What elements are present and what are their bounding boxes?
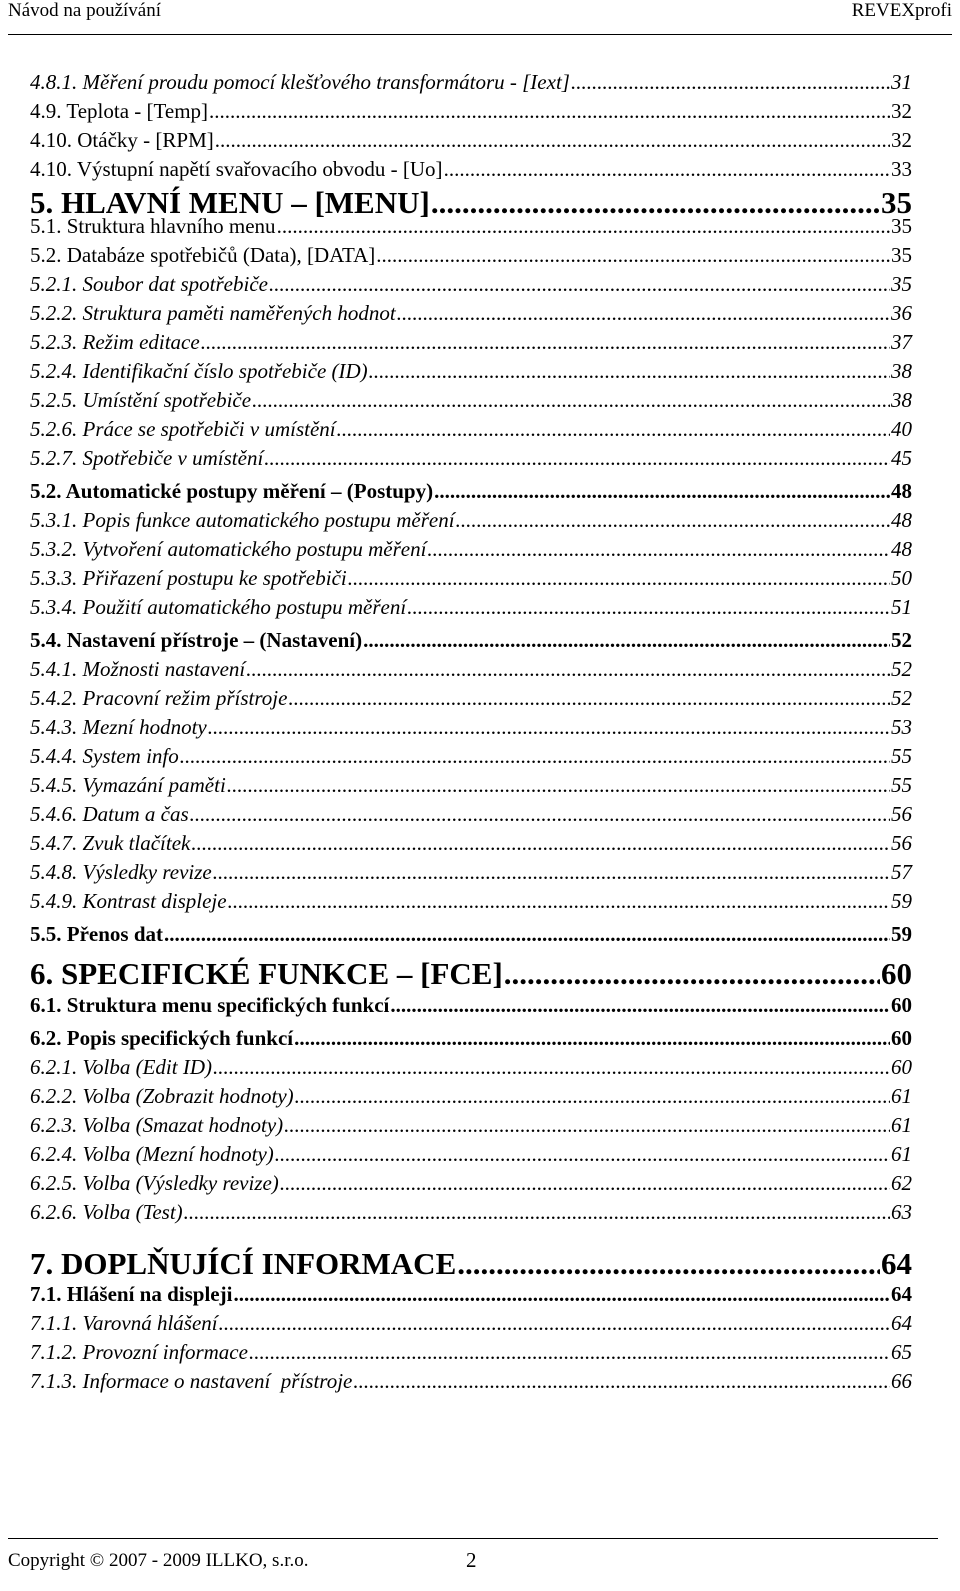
toc-entry-page: 62 [891, 1171, 912, 1195]
toc-entry[interactable] [30, 301, 912, 326]
toc-entry-text: Mezní hodnoty [82, 715, 207, 739]
toc-entry-number: 5.4.3. [30, 715, 78, 739]
toc-entry-page: 52 [891, 657, 912, 681]
toc-entry-text: Spotřebiče v umístění [82, 446, 264, 470]
toc-entry-page: 61 [891, 1084, 912, 1108]
toc-leader-dots [294, 1026, 890, 1051]
toc-entry-title [30, 70, 570, 95]
toc-entry[interactable] [30, 99, 912, 124]
toc-entry-title [30, 1084, 294, 1109]
toc-entry-title [30, 301, 396, 326]
toc-entry-page: 32 [891, 99, 912, 123]
toc-entry-title [30, 1026, 293, 1051]
toc-entry-title [30, 446, 263, 471]
toc-entry-page: 32 [891, 128, 912, 152]
toc-entry-text: Popis specifických funkcí [66, 1026, 294, 1050]
toc-entry[interactable] [30, 744, 912, 769]
toc-entry-text: Automatické postupy měření – (Postupy) [65, 479, 434, 503]
toc-entry-title [30, 657, 245, 682]
toc-entry-page: 60 [891, 993, 912, 1017]
toc-entry-number: 6. [30, 956, 54, 991]
toc-entry-text: Provozní informace [82, 1340, 248, 1364]
toc-entry-number: 5.1. [30, 214, 62, 238]
toc-leader-dots [457, 1246, 880, 1282]
toc-entry-page: 36 [891, 301, 912, 325]
toc-entry-number: 4.9. [30, 99, 62, 123]
toc-entry[interactable] [30, 1084, 912, 1109]
toc-entry[interactable] [30, 1026, 912, 1051]
toc-entry-number: 5.4.2. [30, 686, 78, 710]
toc-leader-dots [288, 686, 890, 711]
toc-leader-dots [269, 272, 890, 297]
toc-entry-title [30, 1282, 232, 1307]
toc-entry-text: Režim editace [82, 330, 200, 354]
header-product: REVEXprofi [851, 0, 952, 21]
toc-entry-number: 4.10. [30, 128, 72, 152]
toc-entry-text: Přenos dat [66, 922, 163, 946]
toc-entry-text: Použití automatického postupu měření [82, 595, 407, 619]
toc-leader-dots [407, 595, 890, 620]
toc-entry[interactable] [30, 417, 912, 442]
toc-entry-title [30, 1200, 183, 1225]
toc-leader-dots [363, 628, 890, 653]
toc-entry-page: 56 [891, 831, 912, 855]
toc-leader-dots [376, 243, 890, 268]
toc-entry-title [30, 595, 406, 620]
toc-entry-title [30, 744, 179, 769]
toc-leader-dots [252, 388, 890, 413]
toc-entry[interactable] [30, 537, 912, 562]
toc-leader-dots [397, 301, 890, 326]
toc-entry-number: 6.2.6. [30, 1200, 78, 1224]
toc-entry-title [30, 1113, 283, 1138]
toc-entry[interactable] [30, 1340, 912, 1365]
toc-entry-title [30, 1171, 279, 1196]
toc-entry-title [30, 773, 226, 798]
toc-entry-text: Otáčky - [RPM] [77, 128, 214, 152]
toc-entry-number: 4.8.1. [30, 70, 78, 94]
toc-entry-text: Možnosti nastavení [82, 657, 246, 681]
toc-entry-number: 6.2.2. [30, 1084, 78, 1108]
toc-entry-text: Datum a čas [82, 802, 189, 826]
toc-leader-dots [275, 1142, 890, 1167]
toc-entry[interactable] [30, 922, 912, 947]
toc-entry-page: 60 [891, 1026, 912, 1050]
toc-entry-text: Varovná hlášení [82, 1311, 218, 1335]
toc-entry-title [30, 1311, 218, 1336]
toc-entry-page: 50 [891, 566, 912, 590]
toc-entry-title [30, 272, 268, 297]
toc-entry-title [30, 157, 443, 182]
toc-leader-dots [233, 1282, 890, 1307]
toc-entry-page: 35 [891, 272, 912, 296]
toc-entry-text: Umístění spotřebiče [82, 388, 252, 412]
toc-entry-number: 6.2.5. [30, 1171, 78, 1195]
toc-entry-text: Volba (Výsledky revize) [82, 1171, 279, 1195]
toc-entry-number: 5.4.7. [30, 831, 78, 855]
toc-entry-title [30, 922, 163, 947]
toc-leader-dots [295, 1084, 890, 1109]
toc-entry-number: 5.3.3. [30, 566, 78, 590]
toc-entry[interactable] [30, 831, 912, 856]
toc-entry-text: Popis funkce automatického postupu měření [82, 508, 455, 532]
toc-entry-page: 52 [891, 686, 912, 710]
header-title: Návod na používání [8, 0, 162, 21]
toc-entry[interactable] [30, 802, 912, 827]
toc-entry-title [30, 802, 189, 827]
toc-entry-text: Práce se spotřebiči v umístění [82, 417, 336, 441]
toc-entry-page: 48 [891, 508, 912, 532]
toc-entry[interactable] [30, 628, 912, 653]
toc-entry[interactable] [30, 1142, 912, 1167]
toc-entry-page: 35 [891, 243, 912, 267]
toc-leader-dots [164, 922, 890, 947]
toc-leader-dots [348, 566, 890, 591]
toc-entry-page: 61 [891, 1142, 912, 1166]
toc-entry-page: 51 [891, 595, 912, 619]
toc-leader-dots [444, 157, 890, 182]
toc-entry-text: Měření proudu pomocí klešťového transformátoru - [Iext] [82, 70, 570, 94]
toc-entry[interactable] [30, 272, 912, 297]
toc-leader-dots [390, 993, 890, 1018]
toc-entry[interactable] [30, 566, 912, 591]
toc-entry-number: 5.2.1. [30, 272, 78, 296]
toc-entry-title [30, 1055, 212, 1080]
toc-entry-title [30, 993, 389, 1018]
toc-leader-dots [215, 128, 890, 153]
toc-entry[interactable] [30, 657, 912, 682]
toc-entry[interactable] [30, 889, 912, 914]
toc-entry[interactable] [30, 1246, 912, 1282]
toc-entry[interactable] [30, 359, 912, 384]
toc-leader-dots [427, 537, 890, 562]
toc-entry-number: 5.4.4. [30, 744, 78, 768]
toc-leader-dots [369, 359, 890, 384]
toc-entry-title [30, 508, 455, 533]
toc-entry-number: 6.2.1. [30, 1055, 78, 1079]
toc-leader-dots [353, 1369, 890, 1394]
toc-entry-page: 53 [891, 715, 912, 739]
toc-entry[interactable] [30, 479, 912, 504]
footer-copyright: Copyright © 2007 - 2009 ILLKO, s.r.o. [8, 1550, 309, 1571]
toc-leader-dots [184, 1200, 890, 1225]
toc-entry-number: 5.2. [30, 479, 62, 503]
toc-leader-dots [277, 214, 890, 239]
toc-entry-page: 60 [891, 1055, 912, 1079]
toc-leader-dots [201, 330, 890, 355]
toc-entry-text: Vytvoření automatického postupu měření [82, 537, 427, 561]
toc-entry-number: 7.1.2. [30, 1340, 78, 1364]
toc-entry[interactable] [30, 715, 912, 740]
toc-entry-text: Informace o nastavení přístroje [82, 1369, 353, 1393]
toc-entry-number: 6.2. [30, 1026, 62, 1050]
toc-entry-number: 7. [30, 1246, 54, 1281]
toc-entry[interactable] [30, 1171, 912, 1196]
toc-entry[interactable] [30, 214, 912, 239]
toc-entry[interactable] [30, 1200, 912, 1225]
toc-leader-dots [227, 773, 890, 798]
toc-entry-title [30, 956, 503, 992]
footer-page-number: 2 [466, 1548, 477, 1572]
toc-entry-page: 61 [891, 1113, 912, 1137]
toc-leader-dots [284, 1113, 890, 1138]
toc-leader-dots [213, 1055, 890, 1080]
toc-entry-number: 5.2.2. [30, 301, 78, 325]
toc-leader-dots [280, 1171, 890, 1196]
toc-entry-title [30, 128, 214, 153]
toc-entry-number: 7.1. [30, 1282, 62, 1306]
toc-entry-page: 33 [891, 157, 912, 181]
toc-entry-page: 55 [891, 773, 912, 797]
toc-entry-page: 60 [881, 956, 912, 991]
toc-entry[interactable] [30, 773, 912, 798]
toc-entry[interactable] [30, 330, 912, 355]
toc-entry[interactable] [30, 508, 912, 533]
toc-entry-page: 48 [891, 537, 912, 561]
toc-entry-title [30, 388, 251, 413]
toc-entry-title [30, 889, 227, 914]
toc-entry-page: 56 [891, 802, 912, 826]
toc-entry[interactable] [30, 1369, 912, 1394]
toc-entry-number: 5.5. [30, 922, 62, 946]
toc-entry-title [30, 566, 347, 591]
toc-entry-page: 59 [891, 922, 912, 946]
toc-entry[interactable] [30, 860, 912, 885]
toc-entry[interactable] [30, 128, 912, 153]
page-footer [0, 1538, 960, 1591]
toc-entry[interactable] [30, 595, 912, 620]
toc-entry-title [30, 1369, 352, 1394]
toc-entry-text: Struktura hlavního menu [66, 214, 276, 238]
toc-entry[interactable] [30, 446, 912, 471]
toc-entry-text: HLAVNÍ MENU – [MENU] [61, 185, 430, 220]
toc-entry-text: Volba (Zobrazit hodnoty) [82, 1084, 294, 1108]
toc-entry-number: 5.3.4. [30, 595, 78, 619]
toc-entry-title [30, 831, 190, 856]
toc-leader-dots [571, 70, 890, 95]
toc-leader-dots [191, 831, 890, 856]
toc-entry-text: System info [82, 744, 179, 768]
toc-entry-page: 31 [891, 70, 912, 94]
toc-entry-number: 5.3.2. [30, 537, 78, 561]
toc-entry-text: Struktura paměti naměřených hodnot [82, 301, 396, 325]
toc-entry-number: 6.2.3. [30, 1113, 78, 1137]
toc-leader-dots [228, 889, 890, 914]
toc-entry-text: Volba (Test) [82, 1200, 183, 1224]
toc-entry-title [30, 359, 368, 384]
toc-entry-number: 5.4.1. [30, 657, 78, 681]
toc-entry-number: 5.3.1. [30, 508, 78, 532]
toc-entry-page: 63 [891, 1200, 912, 1224]
toc-entry-number: 5.4.5. [30, 773, 78, 797]
toc-leader-dots [249, 1340, 890, 1365]
toc-entry-text: DOPLŇUJÍCÍ INFORMACE [61, 1246, 457, 1281]
toc-entry-page: 45 [891, 446, 912, 470]
toc-leader-dots [180, 744, 890, 769]
toc-entry[interactable] [30, 686, 912, 711]
toc-entry-text: Struktura menu specifických funkcí [66, 993, 390, 1017]
toc-entry-title [30, 686, 287, 711]
toc-entry[interactable] [30, 1113, 912, 1138]
toc-entry-title [30, 214, 276, 239]
toc-entry-title [30, 1340, 248, 1365]
toc-entry-number: 6.2.4. [30, 1142, 78, 1166]
toc-entry-page: 64 [891, 1311, 912, 1335]
toc-entry-title [30, 1142, 274, 1167]
toc-entry-text: Kontrast displeje [82, 889, 227, 913]
toc-entry-page: 66 [891, 1369, 912, 1393]
toc-entry-title [30, 860, 212, 885]
toc-entry[interactable] [30, 1311, 912, 1336]
toc-entry-title [30, 479, 433, 504]
toc-entry-number: 5.2.5. [30, 388, 78, 412]
toc-entry-text: Přiřazení postupu ke spotřebiči [82, 566, 347, 590]
toc-entry-text: SPECIFICKÉ FUNKCE – [FCE] [61, 956, 503, 991]
toc-entry-number: 5.2. [30, 243, 62, 267]
toc-entry[interactable] [30, 1055, 912, 1080]
toc-entry-page: 64 [881, 1246, 912, 1281]
toc-entry-number: 7.1.3. [30, 1369, 78, 1393]
footer-rule [8, 1538, 938, 1539]
toc-leader-dots [264, 446, 890, 471]
toc-entry-text: Soubor dat spotřebiče [82, 272, 268, 296]
toc-entry[interactable] [30, 993, 912, 1018]
toc-leader-dots [190, 802, 890, 827]
toc-entry-page: 35 [881, 185, 912, 220]
toc-entry-number: 5.4. [30, 628, 62, 652]
toc-entry-text: Identifikační číslo spotřebiče (ID) [82, 359, 368, 383]
toc-entry-title [30, 537, 426, 562]
toc-leader-dots [246, 657, 890, 682]
toc-entry[interactable] [30, 243, 912, 268]
toc-entry-page: 48 [891, 479, 912, 503]
toc-entry-text: Vymazání paměti [82, 773, 226, 797]
toc-entry-number: 5.4.9. [30, 889, 78, 913]
toc-entry-page: 38 [891, 388, 912, 412]
toc-entry-text: Výsledky revize [82, 860, 212, 884]
toc-entry-text: Volba (Smazat hodnoty) [82, 1113, 284, 1137]
toc-entry[interactable] [30, 70, 912, 95]
toc-entry-number: 4.10. [30, 157, 72, 181]
toc-leader-dots [208, 715, 890, 740]
toc-entry-title [30, 330, 200, 355]
toc-leader-dots [337, 417, 890, 442]
toc-entry-title [30, 417, 336, 442]
toc-entry-page: 65 [891, 1340, 912, 1364]
toc-leader-dots [456, 508, 890, 533]
toc-entry-text: Teplota - [Temp] [66, 99, 209, 123]
toc-entry-text: Hlášení na displeji [66, 1282, 233, 1306]
toc-entry-text: Volba (Mezní hodnoty) [82, 1142, 274, 1166]
toc-entry-title [30, 715, 207, 740]
toc-entry-title [30, 243, 375, 268]
toc-entry-page: 59 [891, 889, 912, 913]
toc-leader-dots [209, 99, 890, 124]
toc-entry[interactable] [30, 157, 912, 182]
toc-entry-title [30, 1246, 456, 1282]
toc-leader-dots [213, 860, 890, 885]
toc-entry-number: 5.2.4. [30, 359, 78, 383]
toc-leader-dots [219, 1311, 890, 1336]
toc-entry[interactable] [30, 388, 912, 413]
toc-entry-text: Pracovní režim přístroje [82, 686, 288, 710]
toc-entry-number: 5.4.8. [30, 860, 78, 884]
toc-entry-text: Databáze spotřebičů (Data), [DATA] [66, 243, 376, 267]
toc-entry-number: 6.1. [30, 993, 62, 1017]
toc-entry-page: 57 [891, 860, 912, 884]
toc-entry-page: 37 [891, 330, 912, 354]
toc-entry-page: 35 [891, 214, 912, 238]
toc-entry-text: Volba (Edit ID) [82, 1055, 212, 1079]
toc-entry-text: Zvuk tlačítek [82, 831, 191, 855]
toc-entry-text: Výstupní napětí svařovacího obvodu - [Uo] [76, 157, 443, 181]
toc-entry-title [30, 628, 362, 653]
toc-entry-number: 5. [30, 185, 54, 220]
toc-entry-page: 38 [891, 359, 912, 383]
toc-entry-number: 7.1.1. [30, 1311, 78, 1335]
toc-entry-page: 40 [891, 417, 912, 441]
toc-entry[interactable] [30, 956, 912, 992]
toc-entry[interactable] [30, 1282, 912, 1307]
toc-entry-page: 52 [891, 628, 912, 652]
toc-entry-title [30, 99, 208, 124]
toc-entry-number: 5.2.7. [30, 446, 78, 470]
toc-entry-page: 55 [891, 744, 912, 768]
toc-entry-number: 5.2.6. [30, 417, 78, 441]
toc-leader-dots [434, 479, 890, 504]
toc-entry-number: 5.2.3. [30, 330, 78, 354]
toc-leader-dots [504, 956, 880, 992]
toc-entry-number: 5.4.6. [30, 802, 78, 826]
toc-entry-page: 64 [891, 1282, 912, 1306]
toc-entry-text: Nastavení přístroje – (Nastavení) [66, 628, 363, 652]
